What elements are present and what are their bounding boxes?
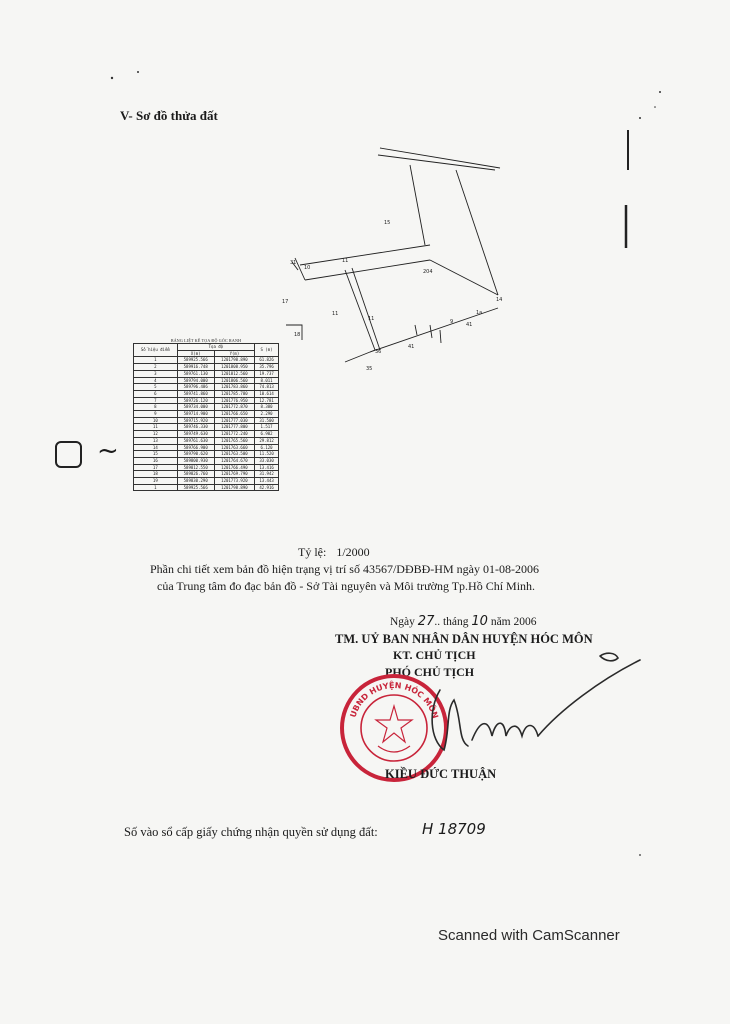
table-cell: 16 <box>134 457 178 464</box>
table-cell: 589714.900 <box>177 411 214 418</box>
table-cell: 10 <box>134 417 178 424</box>
plan-label: 41 <box>408 344 415 350</box>
table-cell: 15 <box>134 451 178 458</box>
plan-label: 11 <box>342 258 349 264</box>
table-cell: 11 <box>134 424 178 431</box>
section-title: V- Sơ đồ thửa đất <box>120 108 218 123</box>
table-cell: 6.902 <box>255 431 279 438</box>
table-cell: 42.916 <box>255 484 279 491</box>
plan-label: 10 <box>304 265 311 271</box>
table-cell: 33.030 <box>255 457 279 464</box>
registration-number: H 18709 <box>422 820 486 838</box>
on-behalf-line: KT. CHỦ TỊCH <box>393 648 476 662</box>
plan-label: 14 <box>496 297 503 303</box>
table-row <box>134 451 279 458</box>
table-row <box>134 411 279 418</box>
plan-label: 11 <box>332 311 339 317</box>
table-cell: 9 <box>134 411 178 418</box>
table-row <box>134 464 279 471</box>
plan-label: 36 <box>375 349 382 355</box>
table-cell: 17 <box>134 464 178 471</box>
plan-label: 9 <box>450 319 454 325</box>
table-row <box>134 404 279 411</box>
table-cell: 1201812.560 <box>214 370 254 377</box>
date-year: năm 2006 <box>490 616 537 628</box>
plan-label: 18 <box>294 332 301 338</box>
table-cell: 12.781 <box>255 397 279 404</box>
table-cell: 589800.930 <box>177 457 214 464</box>
table-cell: 1201806.560 <box>214 377 254 384</box>
table-cell: 10.614 <box>255 390 279 397</box>
table-cell: 1201798.890 <box>214 484 254 491</box>
table-cell: 589925.566 <box>177 357 214 364</box>
table-cell: 13 <box>134 437 178 444</box>
table-row <box>134 424 279 431</box>
issue-date: Ngày 27.. tháng 10 năm 2006 <box>390 614 537 629</box>
table-cell: 11.520 <box>255 451 279 458</box>
table-cell: 589746.330 <box>177 424 214 431</box>
reference-note-line2: của Trung tâm đo đạc bản đồ - Sở Tài nguyên và Môi trường Tp.Hồ Chí Minh. <box>157 579 536 593</box>
table-cell: 4 <box>134 377 178 384</box>
table-cell: 2 <box>134 364 178 371</box>
table-row <box>134 397 279 404</box>
table-cell: 31.500 <box>255 417 279 424</box>
table-cell: 29.812 <box>255 437 279 444</box>
table-cell: 1201798.890 <box>214 357 254 364</box>
header-point: Số hiệu điểm <box>134 344 178 357</box>
table-row <box>134 370 279 377</box>
table-cell: 589726.120 <box>177 397 214 404</box>
table-cell: 589761.130 <box>177 370 214 377</box>
header-y: Y(m) <box>214 350 254 357</box>
table-cell: 8 <box>134 404 178 411</box>
seal-text: UBND HUYỆN HÓC MÔN <box>348 680 440 720</box>
table-cell: 1201808.950 <box>214 364 254 371</box>
checkbox-icon <box>55 441 82 468</box>
date-prefix: Ngày <box>390 616 415 628</box>
table-cell: 589812.550 <box>177 464 214 471</box>
table-cell: 1201764.670 <box>214 457 254 464</box>
table-cell: 589916.748 <box>177 364 214 371</box>
table-cell: 1.517 <box>255 424 279 431</box>
table-cell: 589734.000 <box>177 404 214 411</box>
table-cell: 589715.920 <box>177 417 214 424</box>
signature <box>410 650 650 770</box>
table-cell: 1201763.500 <box>214 451 254 458</box>
header-x: X(m) <box>177 350 214 357</box>
table-cell: 1201776.950 <box>214 397 254 404</box>
table-cell: 1201766.490 <box>214 464 254 471</box>
plan-label: 35 <box>366 366 373 372</box>
table-cell: 589749.630 <box>177 431 214 438</box>
table-cell: 589925.566 <box>177 484 214 491</box>
plan-label: 1a <box>476 310 483 316</box>
plan-label: 204 <box>423 269 433 275</box>
table-cell: 1201769.790 <box>214 471 254 478</box>
land-plot-diagram <box>270 140 515 375</box>
table-cell: 8.380 <box>255 404 279 411</box>
table-cell: 8.011 <box>255 377 279 384</box>
table-cell: 35.796 <box>255 364 279 371</box>
table-cell: 1201772.870 <box>214 404 254 411</box>
table-row <box>134 417 279 424</box>
table-row <box>134 444 279 451</box>
table-cell: 1201772.240 <box>214 431 254 438</box>
date-month-label: tháng <box>442 616 469 628</box>
coordinates-table-body <box>134 357 279 491</box>
date-day: 27 <box>417 614 435 629</box>
table-cell: 31.942 <box>255 471 279 478</box>
table-cell: 589741.860 <box>177 390 214 397</box>
registration-label: Số vào sổ cấp giấy chứng nhận quyền sử dụng đất: <box>124 825 378 839</box>
header-coords: Tọa độ <box>177 344 254 351</box>
table-cell: 1201773.920 <box>214 478 254 485</box>
coordinates-table <box>133 338 279 491</box>
table-cell: 589830.290 <box>177 478 214 485</box>
tilde-mark: ~ <box>97 436 119 466</box>
table-cell: 13.443 <box>255 478 279 485</box>
table-cell: 589790.620 <box>177 451 214 458</box>
table-cell: 1201777.030 <box>214 417 254 424</box>
table-cell: 7 <box>134 397 178 404</box>
coordinates-table-caption: BẢNG LIỆT KÊ TỌA ĐỘ GÓC RANH <box>170 338 242 343</box>
table-row <box>134 431 279 438</box>
table-row <box>134 390 279 397</box>
plan-label: 41 <box>466 322 473 328</box>
reference-note-line1: Phần chi tiết xem bản đồ hiện trạng vị trí số 43567/DĐBĐ-HM ngày 01-08-2006 <box>150 562 539 576</box>
scale-line <box>298 545 370 560</box>
table-cell: 61.826 <box>255 357 279 364</box>
plan-label: 11 <box>368 316 375 322</box>
scanner-watermark: Scanned with CamScanner <box>438 927 620 944</box>
table-cell: 589766.900 <box>177 444 214 451</box>
table-cell: 5 <box>134 384 178 391</box>
issuing-authority: TM. UỶ BAN NHÂN DÂN HUYỆN HÓC MÔN <box>335 632 593 646</box>
table-row <box>134 364 279 371</box>
table-cell: 2.290 <box>255 411 279 418</box>
table-row <box>134 484 279 491</box>
table-cell: 589796.486 <box>177 384 214 391</box>
table-cell: 589826.760 <box>177 471 214 478</box>
plan-label: 15 <box>384 220 391 226</box>
table-cell: 18 <box>134 471 178 478</box>
table-cell: 6 <box>134 390 178 397</box>
table-row <box>134 377 279 384</box>
table-cell: 19 <box>134 478 178 485</box>
scale-label: Tỷ lệ: <box>298 545 327 559</box>
table-cell: 1201785.780 <box>214 390 254 397</box>
table-row <box>134 384 279 391</box>
table-row <box>134 437 279 444</box>
table-cell: 13.416 <box>255 464 279 471</box>
table-cell: 1201777.800 <box>214 424 254 431</box>
signer-title: PHÓ CHỦ TỊCH <box>385 665 475 679</box>
table-cell: 3 <box>134 370 178 377</box>
table-row <box>134 471 279 478</box>
table-cell: 1201766.650 <box>214 411 254 418</box>
date-month: 10 <box>471 614 488 629</box>
table-cell: 589794.000 <box>177 377 214 384</box>
table-cell: 1201765.560 <box>214 437 254 444</box>
table-cell: 74.813 <box>255 384 279 391</box>
header-length: S (m) <box>255 344 279 357</box>
table-cell: 6.120 <box>255 444 279 451</box>
scale-value: 1/2000 <box>336 545 370 559</box>
table-row <box>134 357 279 364</box>
table-cell: 14 <box>134 444 178 451</box>
plan-label: 31 <box>290 260 297 266</box>
table-cell: 589761.630 <box>177 437 214 444</box>
table-cell: 1201763.660 <box>214 444 254 451</box>
table-cell: 1 <box>134 357 178 364</box>
table-cell: 19.737 <box>255 370 279 377</box>
plan-label: 17 <box>282 299 289 305</box>
table-row <box>134 457 279 464</box>
table-cell: 1201783.860 <box>214 384 254 391</box>
table-cell: 12 <box>134 431 178 438</box>
signer-name: KIỀU ĐỨC THUẬN <box>385 767 497 781</box>
table-row <box>134 478 279 485</box>
table-cell: 1 <box>134 484 178 491</box>
